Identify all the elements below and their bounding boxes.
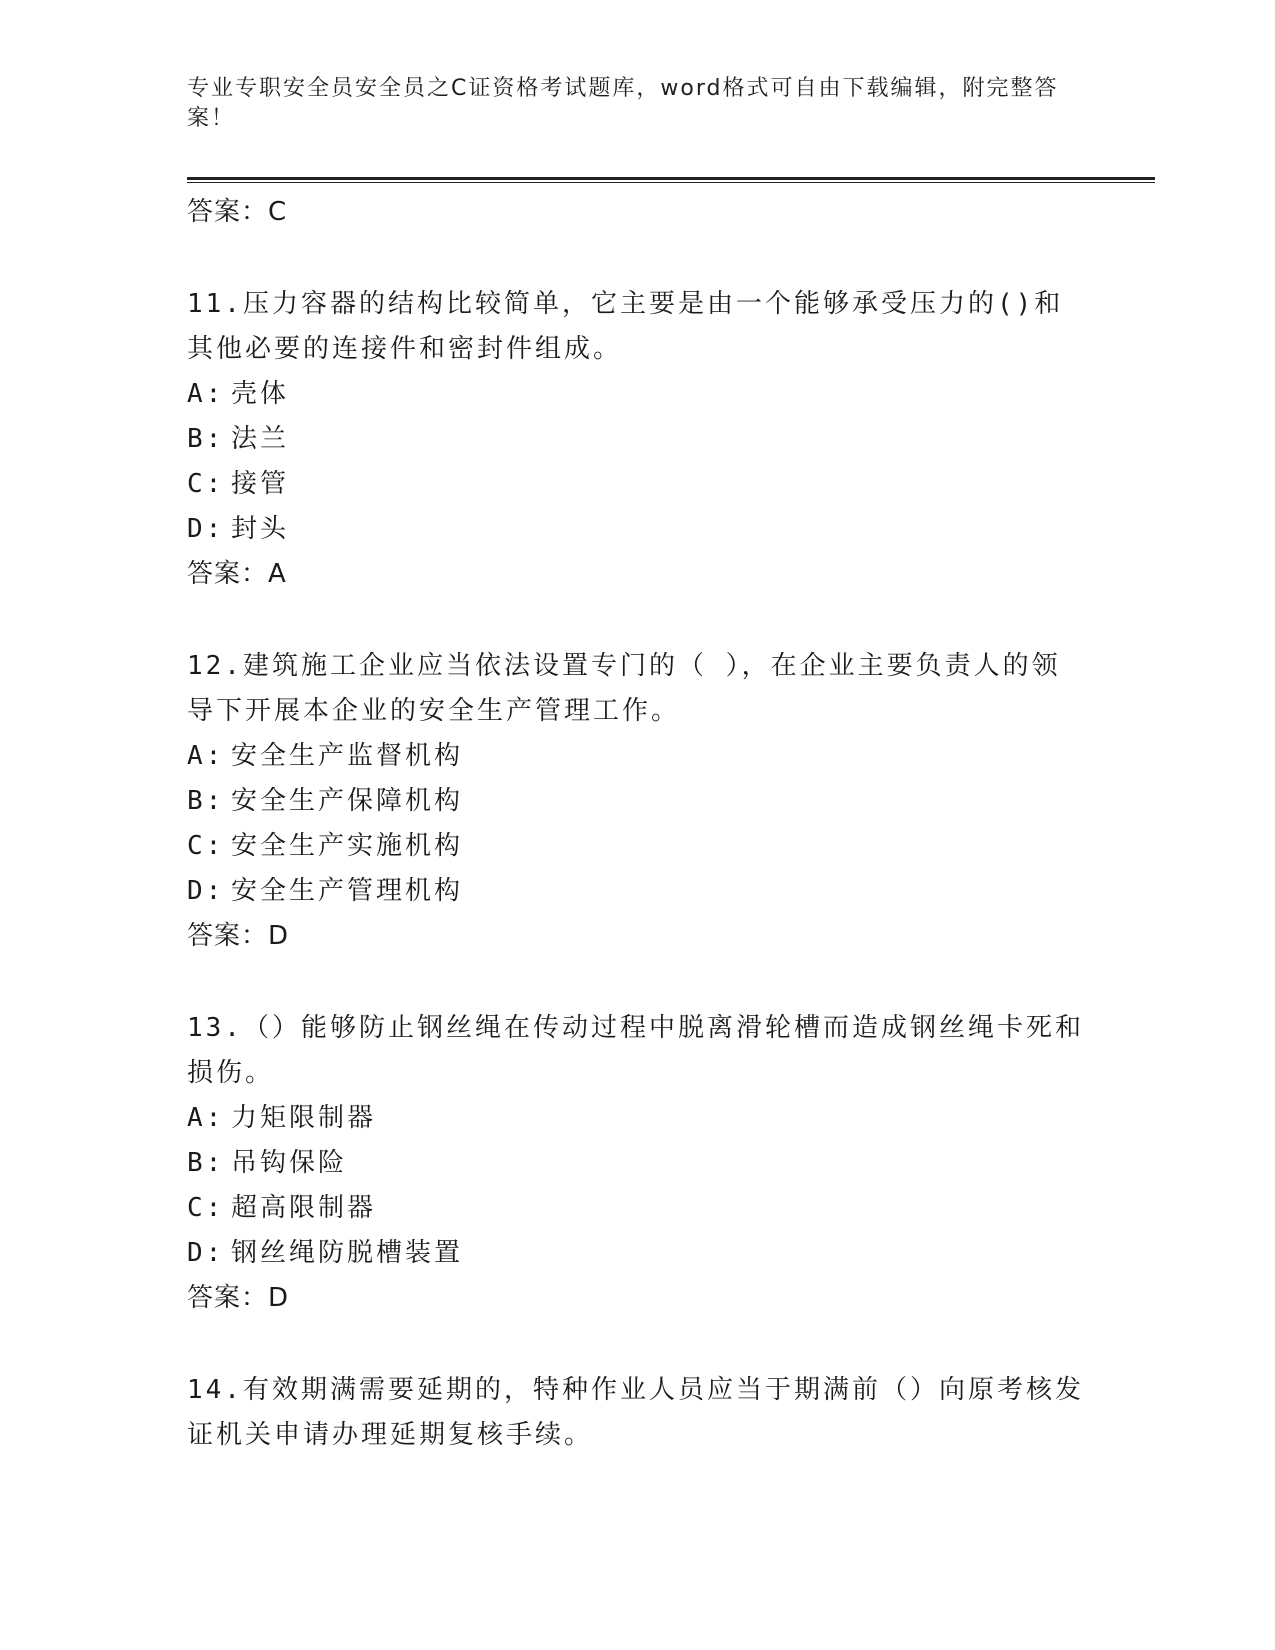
question-stem: 11.压力容器的结构比较简单，它主要是由一个能够承受压力的()和其他必要的连接件和密封件组成。 bbox=[187, 289, 1064, 364]
option-d bbox=[187, 869, 1087, 914]
option-key: B: bbox=[187, 786, 225, 816]
option-c bbox=[187, 1186, 1087, 1231]
option-c bbox=[187, 824, 1087, 869]
option-text: 安全生产实施机构 bbox=[231, 831, 464, 861]
question-14 bbox=[187, 1368, 1087, 1458]
option-a bbox=[187, 1096, 1087, 1141]
option-key: A: bbox=[187, 1103, 225, 1133]
option-text: 钢丝绳防脱槽装置 bbox=[231, 1238, 464, 1268]
question-13 bbox=[187, 1006, 1087, 1320]
option-a bbox=[187, 372, 1087, 417]
question-answer: 答案：D bbox=[187, 1283, 290, 1313]
option-b bbox=[187, 1141, 1087, 1186]
header-divider-thin bbox=[187, 182, 1155, 183]
option-text: 法兰 bbox=[231, 424, 290, 454]
question-11 bbox=[187, 282, 1087, 596]
option-key: D: bbox=[187, 1238, 225, 1268]
question-12 bbox=[187, 644, 1087, 958]
option-key: A: bbox=[187, 741, 225, 771]
option-text: 壳体 bbox=[231, 379, 290, 409]
page-header: 专业专职安全员安全员之C证资格考试题库，word格式可自由下载编辑，附完整答案！ bbox=[187, 76, 1059, 131]
option-text: 接管 bbox=[231, 469, 290, 499]
option-key: B: bbox=[187, 424, 225, 454]
option-key: D: bbox=[187, 876, 225, 906]
option-b bbox=[187, 779, 1087, 824]
header-divider-thick bbox=[187, 177, 1155, 180]
option-text: 封头 bbox=[231, 514, 290, 544]
question-stem: 13.（）能够防止钢丝绳在传动过程中脱离滑轮槽而造成钢丝绳卡死和损伤。 bbox=[187, 1013, 1084, 1088]
option-c bbox=[187, 462, 1087, 507]
previous-answer: 答案：C bbox=[187, 197, 288, 227]
option-text: 安全生产保障机构 bbox=[231, 786, 464, 816]
option-key: D: bbox=[187, 514, 225, 544]
option-d bbox=[187, 1231, 1087, 1276]
option-key: C: bbox=[187, 1193, 225, 1223]
question-stem: 12.建筑施工企业应当依法设置专门的（ ），在企业主要负责人的领导下开展本企业的安全生产管理工作。 bbox=[187, 651, 1061, 726]
option-d bbox=[187, 507, 1087, 552]
option-text: 吊钩保险 bbox=[231, 1148, 348, 1178]
option-text: 安全生产管理机构 bbox=[231, 876, 464, 906]
option-key: B: bbox=[187, 1148, 225, 1178]
option-text: 安全生产监督机构 bbox=[231, 741, 464, 771]
option-a bbox=[187, 734, 1087, 779]
option-text: 力矩限制器 bbox=[231, 1103, 377, 1133]
option-b bbox=[187, 417, 1087, 462]
question-list bbox=[187, 190, 1087, 1458]
option-key: C: bbox=[187, 831, 225, 861]
question-answer: 答案：D bbox=[187, 921, 290, 951]
option-text: 超高限制器 bbox=[231, 1193, 377, 1223]
option-key: A: bbox=[187, 379, 225, 409]
question-stem: 14.有效期满需要延期的，特种作业人员应当于期满前（）向原考核发证机关申请办理延期复核手续。 bbox=[187, 1375, 1084, 1450]
option-key: C: bbox=[187, 469, 225, 499]
question-answer: 答案：A bbox=[187, 559, 287, 589]
